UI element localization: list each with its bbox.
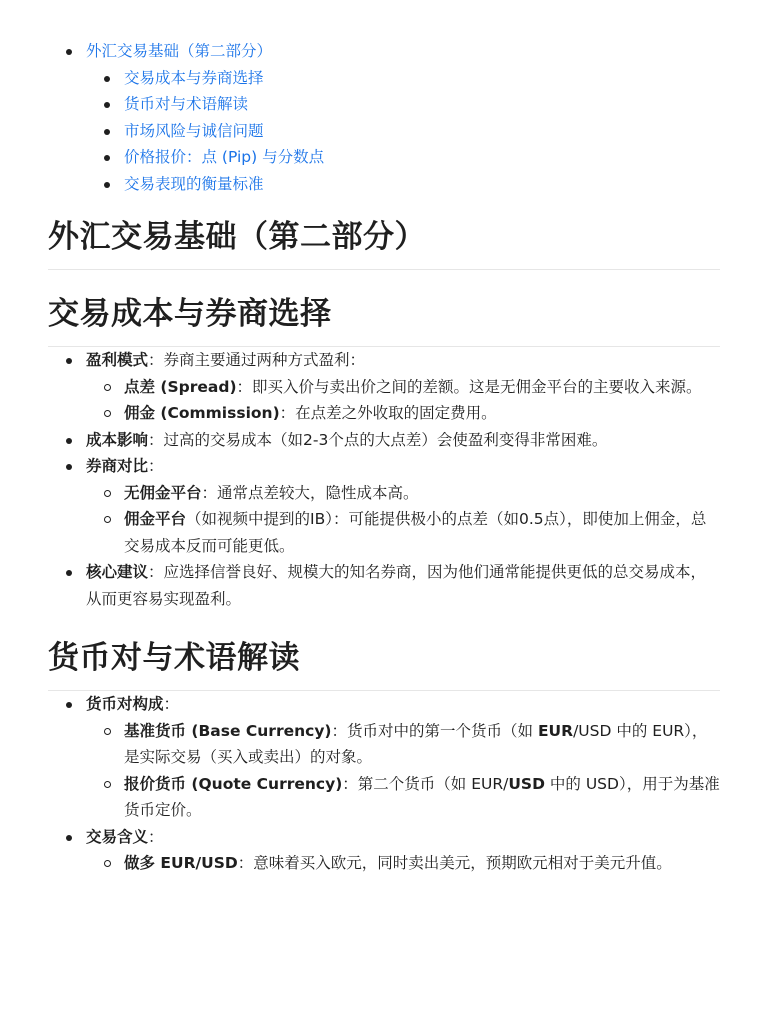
item-emphasis: EUR [537,721,574,740]
list-item [86,824,720,877]
toc-item [124,91,720,118]
toc-link-performance[interactable]: 交易表现的衡量标准 [124,174,264,193]
toc-item [124,171,720,198]
item-text: 中的 USD），用于为基准货币定价。 [124,774,720,819]
item-text: ： [148,827,164,846]
item-text: ：第二个货币（如 EUR/ [342,774,509,793]
item-label: 佣金平台 [124,510,187,528]
item-label: 成本影响 [86,430,149,449]
toc-link-main[interactable]: 外汇交易基础（第二部分） [86,42,273,60]
sub-list-item [124,506,720,559]
item-text: ： [148,457,164,475]
item-text: ：券商主要通过两种方式盈利： [148,351,366,369]
list-item [86,427,720,454]
item-label: 佣金 (Commission) [124,404,280,422]
item-text: ：在点差之外收取的固定费用。 [279,404,497,422]
item-label: 报价货币 (Quote Currency) [124,774,343,793]
sub-list [86,850,720,877]
sub-list-item [124,374,720,401]
item-label: 做多 EUR/USD [124,854,238,872]
item-emphasis: USD [508,774,545,793]
toc-item [124,144,720,171]
list-item [86,691,720,824]
item-text: ：应选择信誉良好、规模大的知名券商，因为他们通常能提供更低的总交易成本，从而更容易实现盈利。 [86,563,707,608]
item-label: 盈利模式 [86,351,149,369]
sub-list-item [124,718,720,771]
sub-list-item [124,480,720,507]
item-label: 基准货币 (Base Currency) [124,721,332,740]
item-text: ：过高的交易成本（如2-3个点的大点差）会使盈利变得非常困难。 [148,430,608,449]
item-text: （如视频中提到的IB）：可能提供极小的点差（如0.5点），即使加上佣金，总交易成本反而可能更低。 [124,510,707,555]
toc-item [86,38,720,197]
page-title: 外汇交易基础（第二部分） [48,215,720,270]
item-label: 点差 (Spread) [124,377,237,396]
toc-link-pip[interactable]: 价格报价：点 (Pip) 与分数点 [124,148,325,166]
toc-item [124,65,720,92]
sub-list [86,480,720,560]
item-label: 券商对比 [86,457,149,475]
sub-list [86,374,720,427]
toc-item [124,118,720,145]
item-text: ：即买入价与卖出价之间的差额。这是无佣金平台的主要收入来源。 [236,377,702,396]
cost-list [48,347,720,612]
table-of-contents [48,0,720,197]
toc-sublist [86,65,720,198]
item-text: ：通常点差较大，隐性成本高。 [201,483,419,502]
sub-list-item [124,771,720,824]
toc-link-cost[interactable]: 交易成本与券商选择 [124,68,264,87]
item-text: /USD 中的 EUR），是实际交易（买入或卖出）的对象。 [124,721,708,766]
toc-link-risk[interactable]: 市场风险与诚信问题 [124,121,264,140]
item-text: ：货币对中的第一个货币（如 [331,721,538,740]
list-item [86,559,720,612]
pairs-list [48,691,720,877]
list-item [86,347,720,427]
item-text: ：意味着买入欧元，同时卖出美元，预期欧元相对于美元升值。 [237,854,672,872]
item-label: 无佣金平台 [124,483,202,502]
section-heading-pairs: 货币对与术语解读 [48,636,720,691]
sub-list-item [124,850,720,877]
item-label: 货币对构成 [86,695,164,713]
section-heading-cost: 交易成本与券商选择 [48,292,720,347]
item-label: 交易含义 [86,827,149,846]
list-item [86,453,720,559]
item-label: 核心建议 [86,563,149,581]
item-text: ： [163,695,180,713]
sub-list [86,718,720,824]
toc-link-pairs[interactable]: 货币对与术语解读 [124,95,249,113]
sub-list-item [124,400,720,427]
